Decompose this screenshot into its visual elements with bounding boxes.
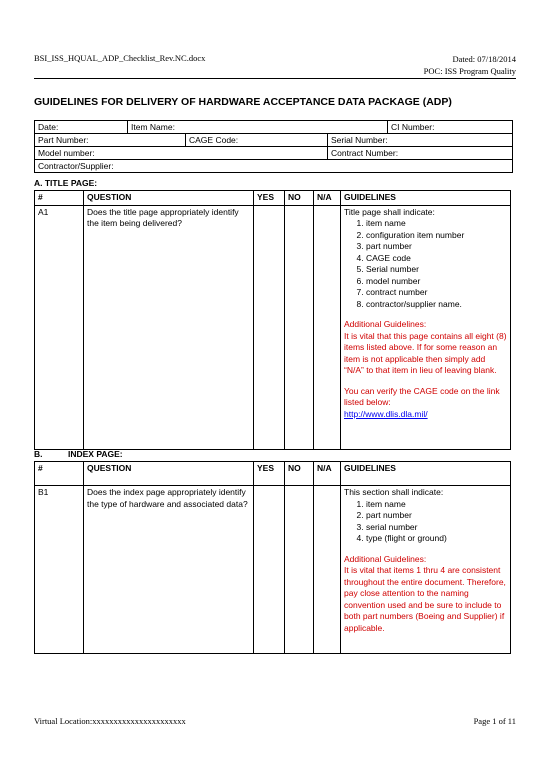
list-item: 4. type (flight or ground) (366, 533, 507, 545)
footer-location: Virtual Location:xxxxxxxxxxxxxxxxxxxxxx (34, 716, 186, 726)
col-no-header: NO (285, 191, 314, 206)
col-na-header: N/A (314, 191, 341, 206)
section-b-number: B. (34, 449, 43, 459)
table-header-row (35, 191, 511, 206)
info-row-4 (35, 159, 512, 172)
list-item: 6. model number (366, 276, 507, 288)
list-item: 3. serial number (366, 522, 507, 534)
header-rule (34, 78, 516, 79)
na-cell[interactable] (314, 205, 341, 449)
row-question: Does the index page appropriately identify the type of hardware and associated data? (84, 486, 254, 654)
list-item: 2. part number (366, 510, 507, 522)
yes-cell[interactable] (254, 486, 285, 654)
guidelines-cell (341, 486, 511, 654)
header-poc: POC: ISS Program Quality (423, 66, 516, 76)
additional-guidelines-title: Additional Guidelines: (344, 319, 427, 329)
yes-cell[interactable] (254, 205, 285, 449)
section-b-label: INDEX PAGE: (68, 449, 123, 459)
list-item: 7. contract number (366, 287, 507, 299)
header-dated: Dated: 07/18/2014 (452, 54, 516, 64)
part-number-field[interactable]: Part Number: (38, 135, 89, 145)
guidelines-list (344, 499, 507, 545)
cage-code-field[interactable]: CAGE Code: (185, 134, 327, 146)
guidelines-intro: Title page shall indicate: (344, 206, 435, 217)
guidelines-list (344, 218, 507, 310)
date-field[interactable]: Date: (38, 122, 59, 132)
list-item: 4. CAGE code (366, 253, 507, 265)
row-id: A1 (35, 205, 84, 449)
col-no-header: NO (285, 462, 314, 486)
row-question: Does the title page appropriately identify the item being delivered? (84, 205, 254, 449)
col-number-header: # (35, 191, 84, 206)
item-info-table (34, 120, 513, 173)
list-item: 1. item name (366, 218, 507, 230)
table-row (35, 205, 511, 449)
col-guidelines-header: GUIDELINES (341, 462, 511, 486)
contract-number-field[interactable]: Contract Number: (327, 147, 512, 159)
additional-guidelines-text: It is vital that items 1 thru 4 are consistent throughout the entire document. Therefore, pay close attention to the naming convention used and be sure to include to both part numbers (Boeing and Supplier) if applicable. (344, 565, 506, 633)
index-page-table (34, 461, 511, 654)
section-a-label: A. TITLE PAGE: (34, 178, 98, 188)
col-na-header: N/A (314, 462, 341, 486)
guidelines-cell (341, 205, 511, 449)
col-question-header: QUESTION (84, 462, 254, 486)
info-row-2 (35, 133, 512, 146)
additional-guidelines-title: Additional Guidelines: (344, 553, 427, 564)
na-cell[interactable] (314, 486, 341, 654)
col-question-header: QUESTION (84, 191, 254, 206)
info-row-3 (35, 146, 512, 159)
model-number-field[interactable]: Model number: (38, 148, 95, 158)
header-meta (424, 53, 516, 77)
col-guidelines-header: GUIDELINES (341, 191, 511, 206)
row-id: B1 (35, 486, 84, 654)
list-item: 2. configuration item number (366, 230, 507, 242)
table-header-row (35, 462, 511, 486)
dlis-link[interactable]: http://www.dlis.dla.mil/ (344, 408, 428, 419)
no-cell[interactable] (285, 205, 314, 449)
guidelines-intro: This section shall indicate: (344, 487, 444, 497)
contractor-field[interactable]: Contractor/Supplier: (38, 161, 114, 171)
no-cell[interactable] (285, 486, 314, 654)
item-name-field[interactable]: Item Name: (127, 121, 387, 133)
list-item: 1. item name (366, 499, 507, 511)
serial-number-field[interactable]: Serial Number: (327, 134, 512, 146)
ci-number-field[interactable]: CI Number: (387, 121, 512, 133)
list-item: 8. contractor/supplier name. (366, 299, 507, 311)
info-row-1 (35, 121, 512, 133)
footer-page-number: Page 1 of 11 (473, 716, 516, 726)
col-yes-header: YES (254, 191, 285, 206)
list-item: 5. Serial number (366, 264, 507, 276)
additional-guidelines-text: It is vital that this page contains all eight (8) items listed above. If for some reason an item is not applicable then simply add “N/A” to that item in lieu of leaving blank. (344, 330, 507, 375)
col-number-header: # (35, 462, 84, 486)
title-page-table (34, 190, 511, 450)
list-item: 3. part number (366, 241, 507, 253)
table-row (35, 486, 511, 654)
col-yes-header: YES (254, 462, 285, 486)
cage-verify-text: You can verify the CAGE code on the link listed below: (344, 385, 500, 407)
document-title: GUIDELINES FOR DELIVERY OF HARDWARE ACCEPTANCE DATA PACKAGE (ADP) (34, 96, 452, 108)
header-filename: BSI_ISS_HQUAL_ADP_Checklist_Rev.NC.docx (34, 53, 206, 63)
